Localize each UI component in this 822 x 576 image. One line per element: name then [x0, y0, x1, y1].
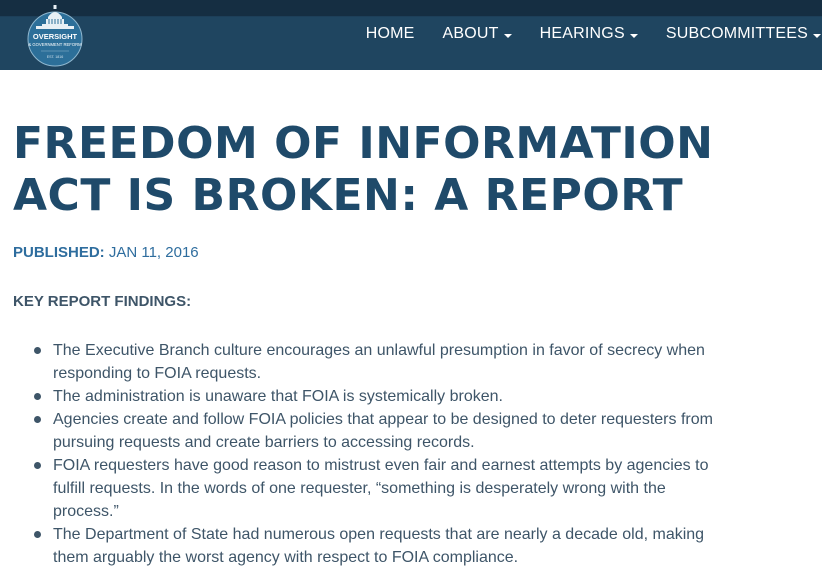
- site-header: [0, 0, 822, 70]
- findings-list: [53, 339, 733, 569]
- bullet-icon: [34, 416, 41, 423]
- nav-hearings-label: HEARINGS: [539, 25, 625, 42]
- caret-down-icon: [630, 34, 638, 38]
- finding-text: Agencies create and follow FOIA policies that appear to be designed to deter requesters from pursuing requests and create barriers to accessing records.: [53, 411, 713, 451]
- findings-heading: KEY REPORT FINDINGS:: [13, 293, 192, 310]
- capitol-dome-icon: [24, 3, 86, 67]
- caret-down-icon: [504, 34, 512, 38]
- finding-text: FOIA requesters have good reason to mistrust even fair and earnest attempts by agencies to fulfill requests. In the words of one requester, “something is desperately wrong with the process.”: [53, 457, 709, 520]
- bullet-icon: [34, 462, 41, 469]
- published-date: JAN 11, 2016: [108, 244, 199, 261]
- nav-hearings[interactable]: [540, 25, 638, 43]
- finding-text: The administration is unaware that FOIA is systemically broken.: [53, 388, 503, 405]
- finding-item: [53, 523, 733, 569]
- nav-about[interactable]: [443, 25, 512, 43]
- finding-text: The Department of State had numerous open requests that are nearly a decade old, making them arguably the worst agency with respect to FOIA compliance.: [53, 526, 705, 566]
- bullet-icon: [34, 347, 41, 354]
- finding-item: [53, 385, 733, 408]
- nav-subcommittees-label: SUBCOMMITTEES: [665, 25, 808, 42]
- finding-item: [53, 454, 733, 523]
- nav-home[interactable]: [366, 25, 415, 43]
- site-logo[interactable]: [24, 3, 86, 67]
- header-top-band: [0, 0, 822, 16]
- main-nav: [366, 25, 822, 43]
- logo-line-1: OVERSIGHT: [32, 32, 78, 41]
- nav-about-label: ABOUT: [442, 25, 499, 42]
- bullet-icon: [34, 531, 41, 538]
- finding-item: [53, 339, 733, 385]
- bullet-icon: [34, 393, 41, 400]
- finding-item: [53, 408, 733, 454]
- caret-down-icon: [813, 34, 821, 38]
- logo-line-3: EST. 1816: [46, 55, 64, 59]
- published-line: [13, 244, 199, 261]
- published-label: PUBLISHED:: [13, 244, 105, 261]
- page-title: FREEDOM OF INFORMATION ACT IS BROKEN: A REPORT: [13, 118, 714, 221]
- nav-subcommittees[interactable]: [666, 25, 821, 43]
- finding-text: The Executive Branch culture encourages an unlawful presumption in favor of secrecy when responding to FOIA requests.: [53, 342, 705, 382]
- logo-line-2: & GOVERNMENT REFORM: [28, 42, 82, 47]
- nav-home-label: HOME: [365, 25, 415, 42]
